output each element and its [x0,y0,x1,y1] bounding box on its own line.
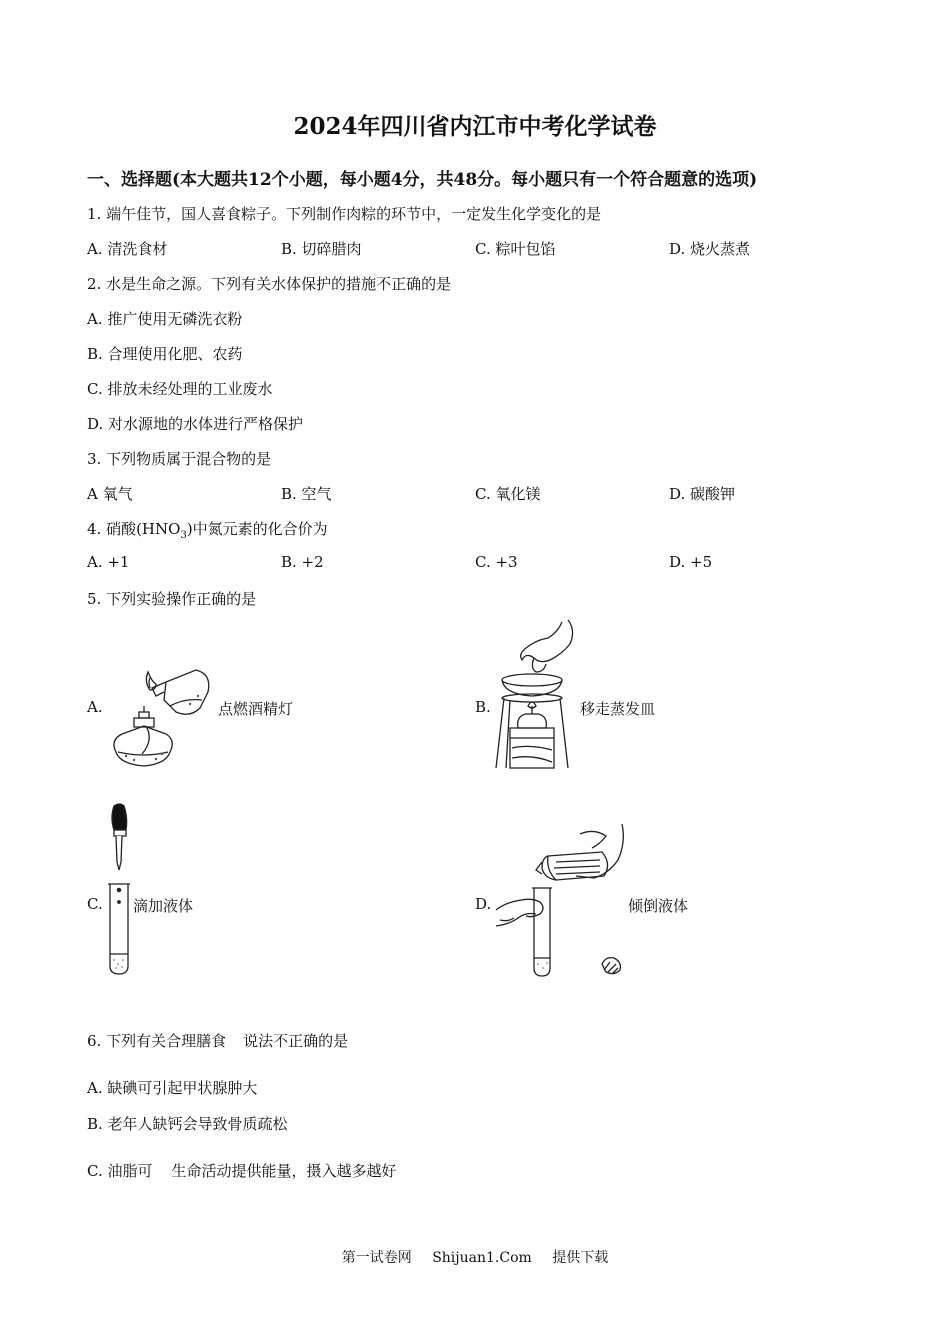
question-4-option-b[interactable]: B. +2 [281,553,324,571]
question-6-option-c[interactable]: C. 油脂可 生命活动提供能量，摄入越多越好 [87,1162,397,1180]
section-heading: 一、选择题(本大题共12个小题，每小题4分，共48分。每小题只有一个符合题意的选项) [87,170,758,190]
footer-site: 第一试卷网 [341,1250,412,1266]
question-4-option-c[interactable]: C. +3 [475,553,518,571]
question-6-option-a[interactable]: A. 缺碘可引起甲状腺肿大 [87,1079,258,1097]
question-6-stem: 6. 下列有关合理膳食 说法不正确的是 [87,1032,349,1050]
question-3-option-c[interactable]: C. 氧化镁 [475,485,541,503]
question-3-stem: 3. 下列物质属于混合物的是 [87,450,272,468]
question-5-option-d-label: 倾倒液体 [628,897,689,915]
question-4-option-a[interactable]: A. +1 [87,553,130,571]
page-footer [0,1247,950,1267]
footer-note: 提供下载 [552,1250,609,1266]
question-2-option-c[interactable]: C. 排放未经处理的工业废水 [87,380,273,398]
page-title: 2024年四川省内江市中考化学试卷 [293,113,657,140]
question-5-stem: 5. 下列实验操作正确的是 [87,590,257,608]
question-1-option-c[interactable]: C. 粽叶包馅 [475,240,556,258]
evaporating-dish-stand-icon [490,620,585,772]
question-1-stem: 1. 端午佳节，国人喜食粽子。下列制作肉粽的环节中，一定发生化学变化的是 [87,205,602,223]
question-2-stem: 2. 水是生命之源。下列有关水体保护的措施不正确的是 [87,275,452,293]
question-5-option-c-label: 滴加液体 [133,897,194,915]
question-5-option-b-letter[interactable]: B. [475,698,491,716]
question-4-stem: 4. 硝酸$(HNO_3)$中氮元素的化合价为 [87,520,328,541]
question-1-option-d[interactable]: D. 烧火蒸煮 [669,240,751,258]
question-2-option-d[interactable]: D. 对水源地的水体进行严格保护 [87,415,304,433]
question-5-option-b-label: 移走蒸发皿 [580,700,656,718]
question-2-option-b[interactable]: B. 合理使用化肥、农药 [87,345,243,363]
question-3-option-d[interactable]: D. 碳酸钾 [669,485,736,503]
question-2-option-a[interactable]: A. 推广使用无磷洗衣粉 [87,310,243,328]
question-4-option-d[interactable]: D. +5 [669,553,713,571]
question-5-option-d-letter[interactable]: D. [475,895,492,913]
question-5-option-a-letter[interactable]: A. [87,698,103,716]
question-6-option-b[interactable]: B. 老年人缺钙会导致骨质疏松 [87,1115,288,1133]
alcohol-lamp-lighting-icon [104,660,219,772]
dropper-test-tube-icon [104,804,134,976]
question-5-option-c-letter[interactable]: C. [87,895,103,913]
pouring-liquid-icon [496,822,628,978]
question-3-option-b[interactable]: B. 空气 [281,485,332,503]
question-1-option-a[interactable]: A. 清洗食材 [87,240,168,258]
question-1-option-b[interactable]: B. 切碎腊肉 [281,240,362,258]
question-3-option-a[interactable]: A 氧气 [87,485,133,503]
question-5-option-a-label: 点燃酒精灯 [218,700,294,718]
footer-domain[interactable]: Shijuan1.Com [432,1250,532,1266]
